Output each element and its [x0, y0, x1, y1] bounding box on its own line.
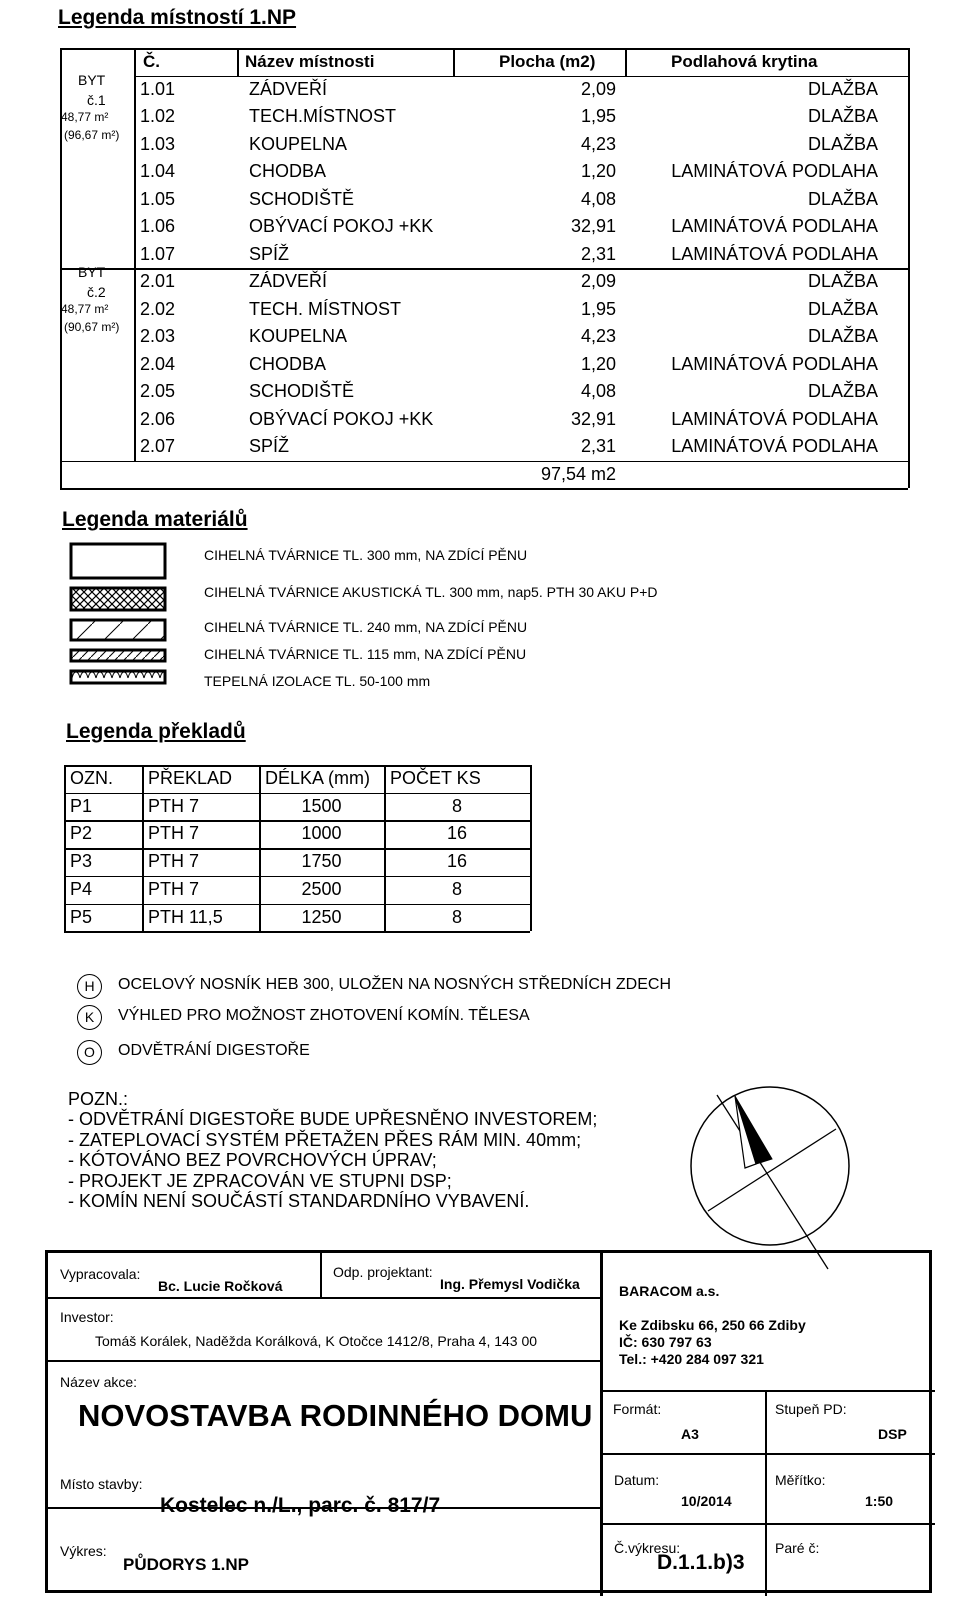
- drawing-label: Výkres:: [60, 1543, 107, 1559]
- rooms-header-cell: Plocha (m2): [499, 52, 596, 71]
- symbol-circle: [77, 1005, 102, 1030]
- grid-line: [600, 1390, 935, 1392]
- room-number: 2.01: [140, 271, 176, 291]
- company-name: BARACOM a.s.: [619, 1283, 720, 1299]
- lintel-count: 8: [451, 795, 462, 816]
- grid-line: [765, 1390, 767, 1596]
- floor-cover: LAMINÁTOVÁ PODLAHA: [671, 436, 878, 456]
- room-name: KOUPELNA: [249, 326, 348, 346]
- room-area: 1,95: [580, 298, 616, 319]
- format-value: A3: [681, 1426, 699, 1442]
- apartment-label: 48,77 m²: [61, 302, 109, 316]
- apartment-label: (90,67 m²): [64, 320, 120, 334]
- room-area: 2,31: [580, 243, 616, 264]
- floor-cover: DLAŽBA: [807, 271, 878, 291]
- lintel-length: 1750: [301, 851, 342, 872]
- grid-line: [600, 1453, 935, 1455]
- grid-line: [64, 848, 530, 850]
- grid-line: [134, 48, 136, 461]
- room-number: 2.04: [140, 353, 176, 374]
- apartment-label: č.2: [87, 284, 106, 300]
- room-name: KOUPELNA: [249, 133, 348, 154]
- grid-line: [64, 904, 530, 906]
- note-line: - PROJEKT JE ZPRACOVÁN VE STUPNI DSP;: [68, 1170, 452, 1191]
- room-name: SPÍŽ: [249, 436, 290, 456]
- north-arrow-icon: [690, 1084, 870, 1274]
- grid-line: [60, 488, 908, 490]
- note-line: - KÓTOVÁNO BEZ POVRCHOVÝCH ÚPRAV;: [68, 1150, 437, 1170]
- grid-line: [134, 76, 908, 78]
- room-number: 1.07: [140, 243, 176, 264]
- floor-cover: DLAŽBA: [807, 381, 878, 401]
- designer-label: Odp. projektant:: [333, 1264, 433, 1280]
- lintel-count: 8: [451, 906, 462, 927]
- lintel-header-cell: PŘEKLAD: [148, 768, 233, 788]
- lintel-count: 16: [446, 851, 468, 872]
- grid-line: [64, 820, 530, 822]
- symbol-letter: H: [84, 978, 95, 994]
- grid-line: [908, 48, 910, 488]
- materials-legend-title: Legenda materiálů: [62, 508, 248, 531]
- grid-line: [64, 876, 530, 878]
- lintel-code: P3: [70, 851, 93, 872]
- lintel-length: 1000: [301, 823, 342, 844]
- lintel-length: 1500: [301, 795, 342, 816]
- room-number: 1.01: [140, 78, 176, 99]
- room-name: SCHODIŠTĚ: [249, 381, 355, 401]
- grid-line: [600, 1253, 603, 1596]
- grid-line: [237, 48, 239, 76]
- room-area: 32,91: [570, 408, 616, 429]
- stage-value: DSP: [878, 1426, 907, 1442]
- rooms-legend-title: Legenda místností 1.NP: [58, 6, 297, 29]
- date-value: 10/2014: [681, 1493, 732, 1509]
- lintel-type: PTH 11,5: [148, 906, 223, 927]
- project-name-value: NOVOSTAVBA RODINNÉHO DOMU: [78, 1398, 593, 1433]
- room-name: ZÁDVEŘÍ: [249, 78, 328, 99]
- material-label: CIHELNÁ TVÁRNICE TL. 240 mm, NA ZDÍCÍ PĚNU: [204, 619, 528, 635]
- apartment-label: č.1: [87, 91, 106, 108]
- material-swatches: [64, 540, 184, 700]
- grid-line: [64, 931, 530, 933]
- grid-line: [48, 1297, 600, 1299]
- floor-cover: LAMINÁTOVÁ PODLAHA: [671, 243, 878, 264]
- grid-line: [600, 1523, 935, 1525]
- room-area: 1,20: [580, 353, 616, 374]
- note-line: - KOMÍN NENÍ SOUČÁSTÍ STANDARDNÍHO VYBAVENÍ.: [68, 1191, 530, 1211]
- company-address-line: Tel.: +420 284 097 321: [619, 1351, 764, 1367]
- room-area: 4,23: [580, 133, 616, 154]
- floor-cover: DLAŽBA: [807, 133, 878, 154]
- floor-cover: DLAŽBA: [807, 298, 878, 319]
- room-area: 2,09: [580, 271, 616, 291]
- room-area: 2,31: [580, 436, 616, 456]
- scale-label: Měřítko:: [775, 1472, 826, 1488]
- copy-number-label: Paré č:: [775, 1540, 820, 1556]
- room-name: CHODBA: [249, 161, 327, 181]
- symbol-description: ODVĚTRÁNÍ DIGESTOŘE: [118, 1042, 310, 1059]
- room-number: 1.02: [140, 106, 176, 126]
- floor-cover: DLAŽBA: [807, 188, 878, 209]
- swatch-brick-115: [71, 650, 165, 661]
- symbol-description: OCELOVÝ NOSNÍK HEB 300, ULOŽEN NA NOSNÝCH STŘEDNÍCH ZDECH: [118, 976, 671, 993]
- room-name: CHODBA: [249, 353, 327, 374]
- site-value: Kostelec n./L., parc. č. 817/7: [160, 1494, 441, 1517]
- drawing-number-value: D.1.1.b)3: [657, 1551, 745, 1574]
- floor-cover: LAMINÁTOVÁ PODLAHA: [671, 353, 878, 374]
- apartment-label: 48,77 m²: [61, 109, 109, 124]
- investor-value: Tomáš Korálek, Naděžda Korálková, K Otočce 1412/8, Praha 4, 143 00: [95, 1333, 538, 1349]
- lintels-legend-title: Legenda překladů: [66, 720, 246, 743]
- room-area: 4,23: [580, 326, 616, 346]
- room-name: OBÝVACÍ POKOJ +KK: [249, 408, 434, 429]
- floor-cover: LAMINÁTOVÁ PODLAHA: [671, 161, 878, 181]
- room-number: 1.05: [140, 188, 176, 209]
- symbol-description: VÝHLED PRO MOŽNOST ZHOTOVENÍ KOMÍN. TĚLESA: [118, 1007, 530, 1024]
- grid-line: [60, 461, 908, 463]
- grid-line: [64, 765, 530, 767]
- floor-cover: LAMINÁTOVÁ PODLAHA: [671, 408, 878, 429]
- symbol-circle: [77, 974, 102, 999]
- symbol-letter: O: [84, 1044, 95, 1060]
- symbol-letter: K: [84, 1009, 95, 1025]
- room-area: 32,91: [570, 216, 616, 236]
- grid-line: [60, 48, 908, 50]
- room-name: SPÍŽ: [249, 243, 290, 264]
- scale-value: 1:50: [865, 1493, 894, 1509]
- grid-line: [453, 48, 455, 76]
- room-area: 1,95: [580, 106, 616, 126]
- room-number: 1.06: [140, 216, 176, 236]
- lintel-header-cell: DÉLKA (mm): [265, 768, 371, 788]
- rooms-header-cell: Č.: [143, 52, 160, 71]
- rooms-total: 97,54 m2: [540, 463, 616, 484]
- room-number: 2.07: [140, 436, 176, 456]
- lintel-type: PTH 7: [148, 851, 200, 872]
- format-label: Formát:: [613, 1401, 662, 1417]
- site-label: Místo stavby:: [60, 1476, 143, 1492]
- lintel-count: 8: [451, 878, 462, 899]
- room-number: 2.02: [140, 298, 176, 319]
- room-number: 2.05: [140, 381, 176, 401]
- room-name: ZÁDVEŘÍ: [249, 271, 328, 291]
- lintel-code: P4: [70, 878, 93, 899]
- note-line: - ZATEPLOVACÍ SYSTÉM PŘETAŽEN PŘES RÁM MIN. 40mm;: [68, 1129, 582, 1150]
- lintel-type: PTH 7: [148, 878, 200, 899]
- lintel-type: PTH 7: [148, 823, 200, 844]
- lintel-length: 2500: [301, 878, 342, 899]
- room-name: OBÝVACÍ POKOJ +KK: [249, 216, 434, 236]
- lintel-header-cell: POČET KS: [390, 768, 481, 788]
- lintel-length: 1250: [301, 906, 342, 927]
- note-line: - ODVĚTRÁNÍ DIGESTOŘE BUDE UPŘESNĚNO INVESTOREM;: [68, 1109, 598, 1129]
- swatch-insulation: [71, 671, 165, 683]
- floor-cover: DLAŽBA: [807, 78, 878, 99]
- lintel-code: P1: [70, 795, 93, 816]
- rooms-header-cell: Podlahová krytina: [671, 52, 818, 71]
- designer-value: Ing. Přemysl Vodička: [440, 1276, 580, 1292]
- company-address-line: IČ: 630 797 63: [619, 1334, 712, 1350]
- material-label: CIHELNÁ TVÁRNICE TL. 300 mm, NA ZDÍCÍ PĚNU: [204, 547, 528, 563]
- room-name: SCHODIŠTĚ: [249, 188, 355, 209]
- apartment-label: (96,67 m²): [64, 127, 120, 142]
- grid-line: [530, 765, 532, 931]
- swatch-brick-acoustic: [71, 588, 165, 610]
- material-label: TEPELNÁ IZOLACE TL. 50-100 mm: [204, 673, 431, 689]
- room-number: 1.03: [140, 133, 176, 154]
- grid-line: [134, 48, 136, 76]
- floor-cover: DLAŽBA: [807, 106, 878, 126]
- investor-label: Investor:: [60, 1309, 114, 1325]
- stage-label: Stupeň PD:: [775, 1401, 847, 1417]
- room-number: 2.06: [140, 408, 176, 429]
- lintel-code: P2: [70, 823, 93, 844]
- grid-line: [60, 268, 908, 270]
- title-block: [45, 1250, 932, 1593]
- apartment-label: BYT: [78, 71, 106, 88]
- room-area: 2,09: [580, 78, 616, 99]
- drawn-by-value: Bc. Lucie Ročková: [158, 1278, 283, 1294]
- grid-line: [320, 1253, 322, 1297]
- lintel-count: 16: [446, 823, 468, 844]
- room-area: 4,08: [580, 188, 616, 209]
- floor-cover: LAMINÁTOVÁ PODLAHA: [671, 216, 878, 236]
- room-name: TECH. MÍSTNOST: [249, 298, 401, 319]
- swatch-brick-240: [71, 620, 165, 640]
- room-number: 1.04: [140, 161, 176, 181]
- room-name: TECH.MÍSTNOST: [249, 106, 396, 126]
- drawing-value: PŮDORYS 1.NP: [123, 1555, 249, 1574]
- apartment-label: BYT: [78, 264, 106, 280]
- grid-line: [625, 48, 627, 76]
- floor-cover: DLAŽBA: [807, 326, 878, 346]
- swatch-brick-300: [71, 544, 165, 578]
- notes-title: POZN.:: [68, 1089, 129, 1109]
- lintel-type: PTH 7: [148, 795, 200, 816]
- rooms-header-cell: Název místnosti: [245, 52, 375, 71]
- project-name-label: Název akce:: [60, 1374, 138, 1390]
- material-label: CIHELNÁ TVÁRNICE TL. 115 mm, NA ZDÍCÍ PĚNU: [204, 646, 527, 662]
- company-address-line: Ke Zdibsku 66, 250 66 Zdiby: [619, 1317, 806, 1333]
- drawing-number-label: Č.výkresu:: [614, 1540, 681, 1556]
- room-area: 4,08: [580, 381, 616, 401]
- date-label: Datum:: [614, 1472, 660, 1488]
- lintel-code: P5: [70, 906, 93, 927]
- grid-line: [64, 793, 530, 795]
- drawn-by-label: Vypracovala:: [60, 1266, 141, 1282]
- grid-line: [48, 1360, 600, 1362]
- room-area: 1,20: [580, 161, 616, 181]
- room-number: 2.03: [140, 326, 176, 346]
- material-label: CIHELNÁ TVÁRNICE AKUSTICKÁ TL. 300 mm, nap5. PTH 30 AKU P+D: [204, 584, 658, 600]
- lintel-header-cell: OZN.: [70, 768, 113, 788]
- symbol-circle: [77, 1040, 102, 1065]
